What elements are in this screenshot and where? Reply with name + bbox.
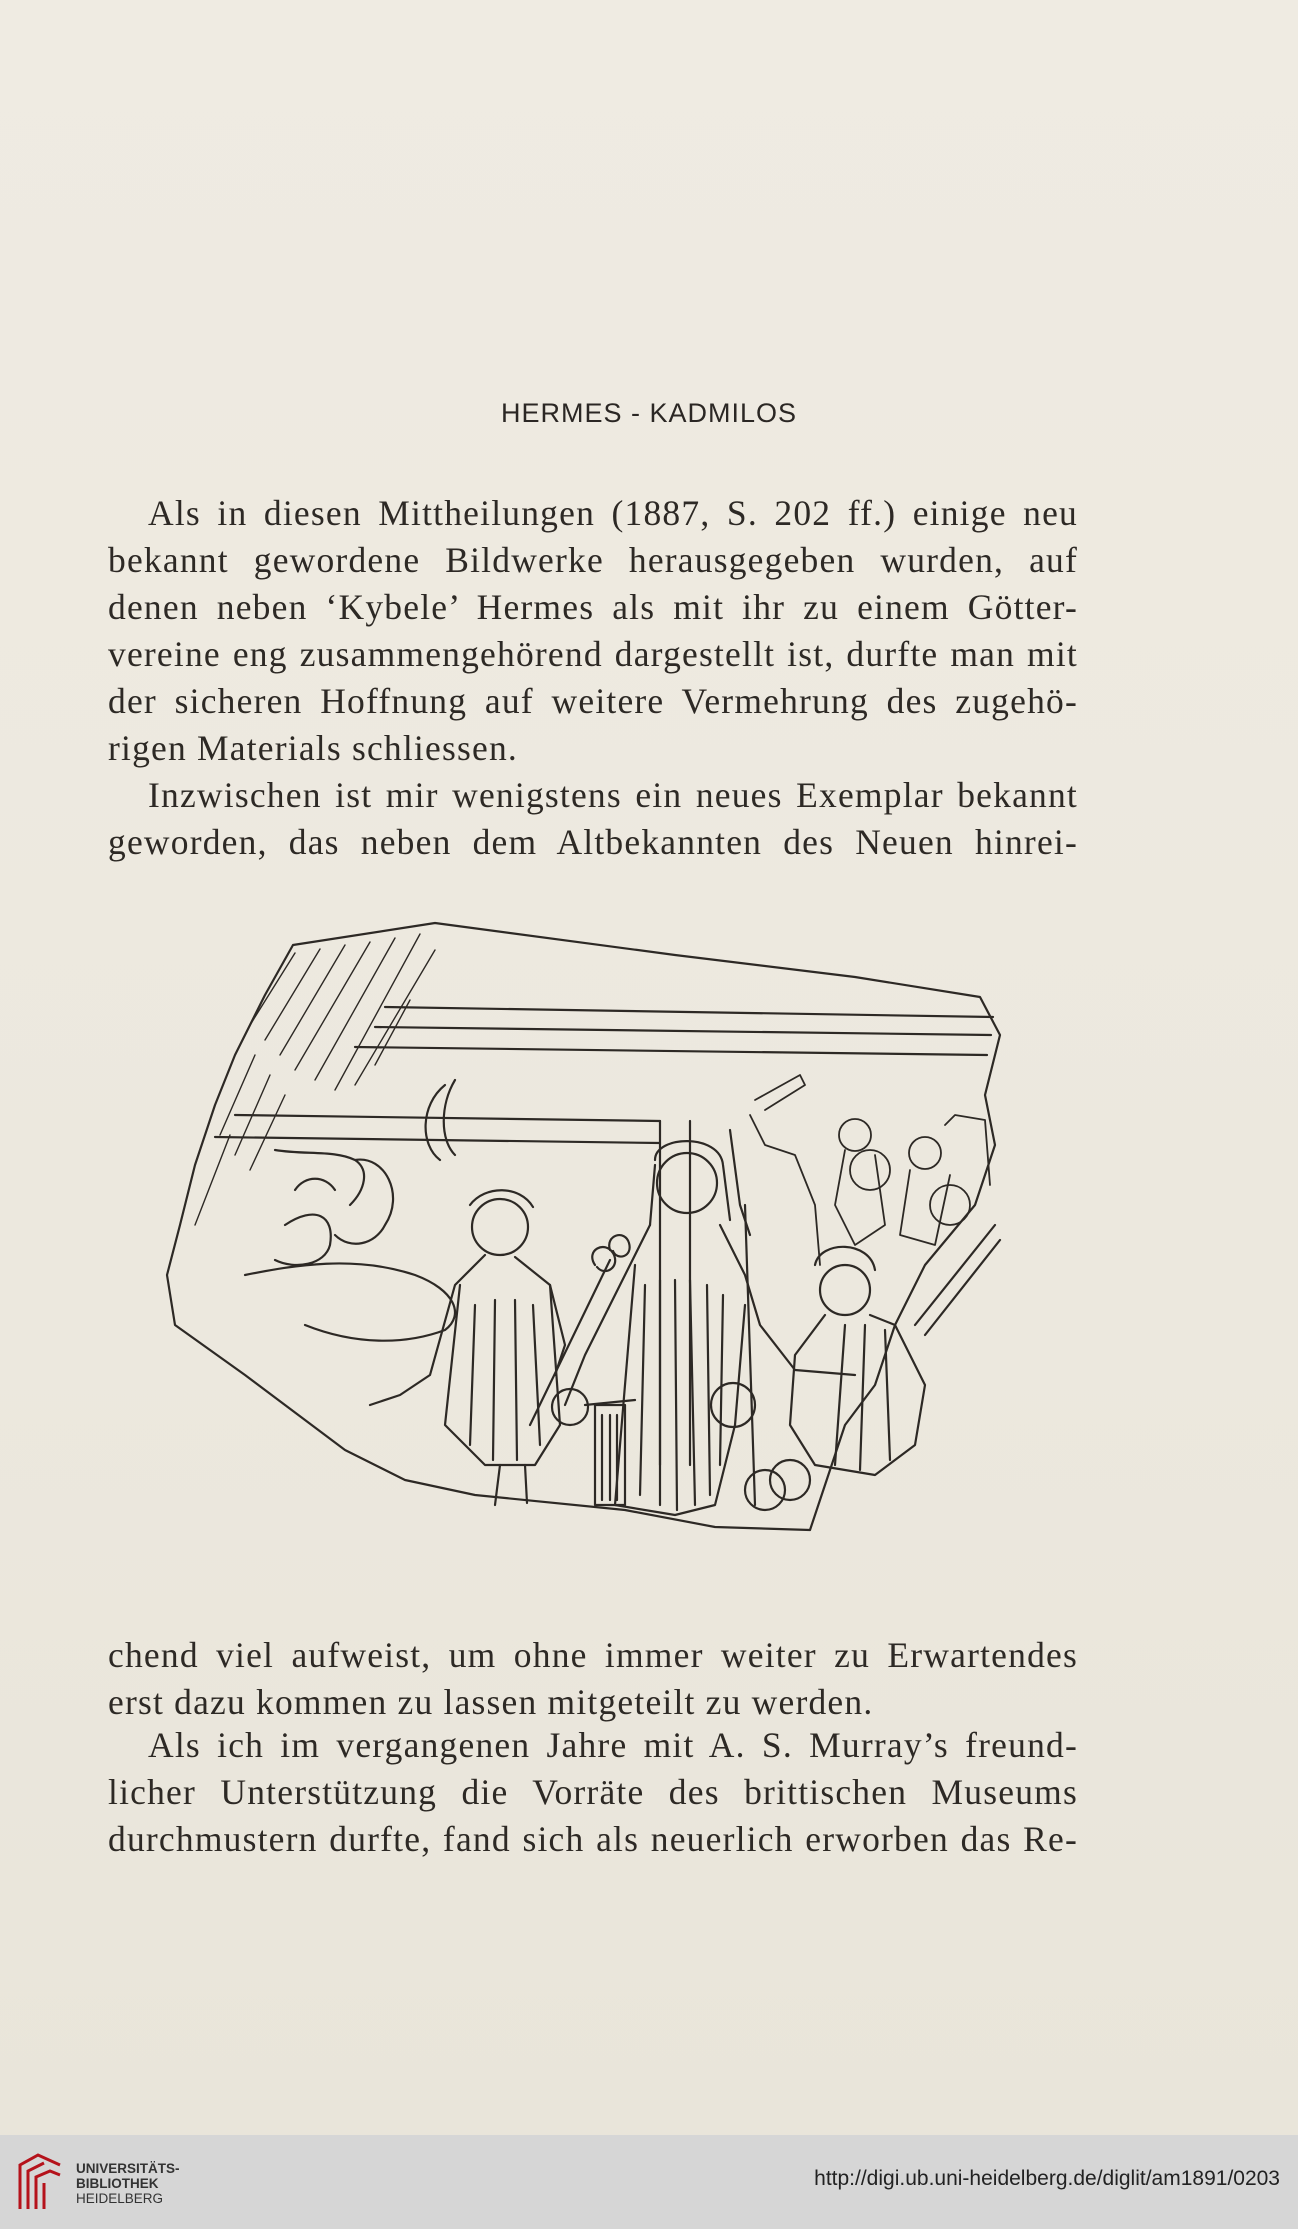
text-line: der sicheren Hoffnung auf weitere Vermehrung des zugehö- (108, 681, 1078, 721)
relief-illustration (155, 905, 1015, 1605)
footer-bar (0, 2135, 1298, 2229)
permalink-url[interactable]: http://digi.ub.uni-heidelberg.de/diglit/am1891/0203 (814, 2167, 1280, 2190)
hermes-figure (370, 1190, 565, 1505)
text-line: durchmustern durfte, fand sich als neuerlich erworben das Re- (108, 1819, 1078, 1859)
paragraph-1 (108, 490, 1078, 772)
text-line: denen neben ‘Kybele’ Hermes als mit ihr zu einem Götter- (108, 587, 1078, 627)
text-line: licher Unterstützung die Vorräte des brittischen Museums (108, 1772, 1078, 1812)
paragraph-4 (108, 1722, 1078, 1863)
university-library-logo-icon (14, 2151, 66, 2213)
text-line: Als ich im vergangenen Jahre mit A. S. Murray’s freund- (148, 1725, 1078, 1765)
central-figure (565, 1130, 855, 1515)
text-line: erst dazu kommen zu lassen mitgeteilt zu werden. (108, 1682, 874, 1722)
library-name (76, 2161, 180, 2206)
library-line-3: HEIDELBERG (76, 2191, 164, 2206)
paragraph-2 (108, 772, 1078, 866)
paragraph-3 (108, 1632, 1078, 1726)
text-line: chend viel aufweist, um ohne immer weiter zu Erwartendes (108, 1635, 1078, 1675)
seated-figure-right (770, 1225, 1000, 1500)
architrave (355, 1007, 993, 1055)
text-line: Als in diesen Mittheilungen (1887, S. 202 ff.) einige neu (148, 493, 1078, 533)
text-line: Inzwischen ist mir wenigstens ein neues Exemplar bekannt (148, 775, 1078, 815)
page-header: HERMES - KADMILOS (500, 398, 798, 428)
text-line: geworden, das neben dem Altbekannten des Neuen hinrei- (108, 822, 1078, 862)
small-figures (750, 1075, 990, 1265)
left-figure (245, 1150, 455, 1341)
library-line-1: UNIVERSITÄTS- (76, 2161, 180, 2176)
caduceus (530, 1235, 630, 1425)
text-line: bekannt gewordene Bildwerke herausgegeben wurden, auf (108, 540, 1078, 580)
text-line: vereine eng zusammengehörend dargestellt ist, durfte man mit (108, 634, 1078, 674)
library-line-2: BIBLIOTHEK (76, 2176, 159, 2191)
text-line: rigen Materials schliessen. (108, 728, 518, 768)
hatching (195, 934, 435, 1225)
